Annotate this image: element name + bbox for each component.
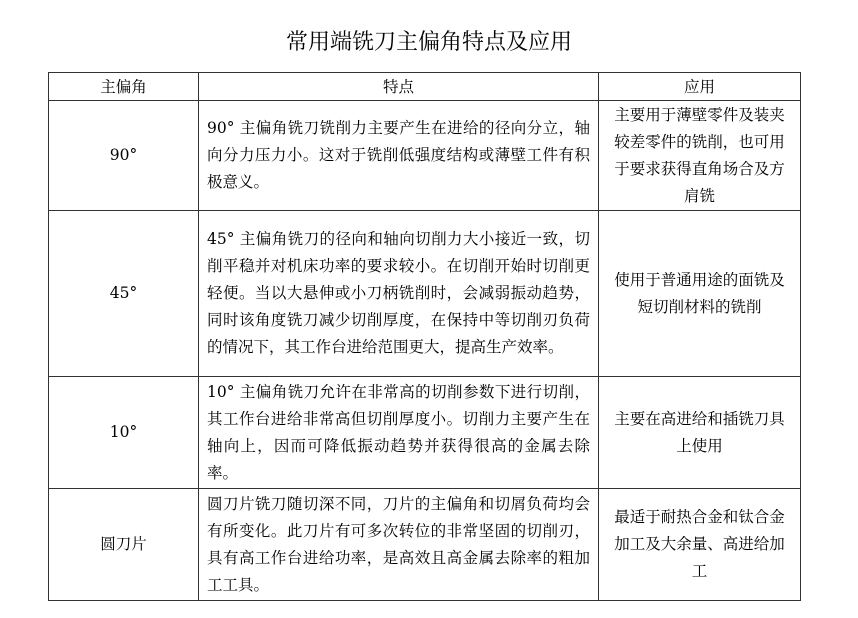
feature-text: 90° 主偏角铣刀铣削力主要产生在进给的径向分立，轴向分力压力小。这对于铣削低强度结构或薄壁工件有积极意义。 <box>207 119 590 191</box>
angle-cell: 10° <box>49 377 199 489</box>
angle-cell: 90° <box>49 101 199 211</box>
application-text: 使用于普通用途的面铣及短切削材料的铣削 <box>614 270 785 316</box>
feature-text: 45° 主偏角铣刀的径向和轴向切削力大小接近一致，切削平稳并对机床功率的要求较小。在切削开始时切削更轻便。当以大悬伸或小刀柄铣削时，会减弱振动趋势，同时该角度铣刀减少切削厚度，在保持中等切削刃负荷的情况下，其工作台进给范围更大，提高生产效率。 <box>207 230 590 356</box>
angle-cell: 圆刀片 <box>49 489 199 601</box>
table-header <box>49 73 801 101</box>
feature-cell <box>199 101 599 211</box>
header-application: 应用 <box>599 73 801 101</box>
table-body <box>49 101 801 601</box>
table-row <box>49 377 801 489</box>
angle-cell: 45° <box>49 211 199 377</box>
milling-angle-table <box>48 72 801 601</box>
table-row <box>49 211 801 377</box>
application-text: 主要用于薄壁零件及装夹较差零件的铣削，也可用于要求获得直角场合及方肩铣 <box>614 105 785 205</box>
feature-cell <box>199 377 599 489</box>
header-angle: 主偏角 <box>49 73 199 101</box>
feature-text: 圆刀片铣刀随切深不同，刀片的主偏角和切屑负荷均会有所变化。此刀片有可多次转位的非常坚固的切削刃，具有高工作台进给功率，是高效且高金属去除率的粗加工工具。 <box>207 494 590 594</box>
application-cell <box>599 489 801 601</box>
header-feature: 特点 <box>199 73 599 101</box>
feature-cell <box>199 489 599 601</box>
application-cell <box>599 101 801 211</box>
table-row <box>49 101 801 211</box>
feature-text: 10° 主偏角铣刀允许在非常高的切削参数下进行切削，其工作台进给非常高但切削厚度小。切削力主要产生在轴向上，因而可降低振动趋势并获得很高的金属去除率。 <box>207 382 590 482</box>
application-text: 最适于耐热合金和钛合金加工及大余量、高进给加工 <box>614 508 785 580</box>
application-cell <box>599 377 801 489</box>
table-title: 常用端铣刀主偏角特点及应用 <box>285 30 572 55</box>
feature-cell <box>199 211 599 377</box>
header-row <box>49 73 801 101</box>
application-cell <box>599 211 801 377</box>
application-text: 主要在高进给和插铣刀具上使用 <box>614 409 785 455</box>
table-row <box>49 489 801 601</box>
